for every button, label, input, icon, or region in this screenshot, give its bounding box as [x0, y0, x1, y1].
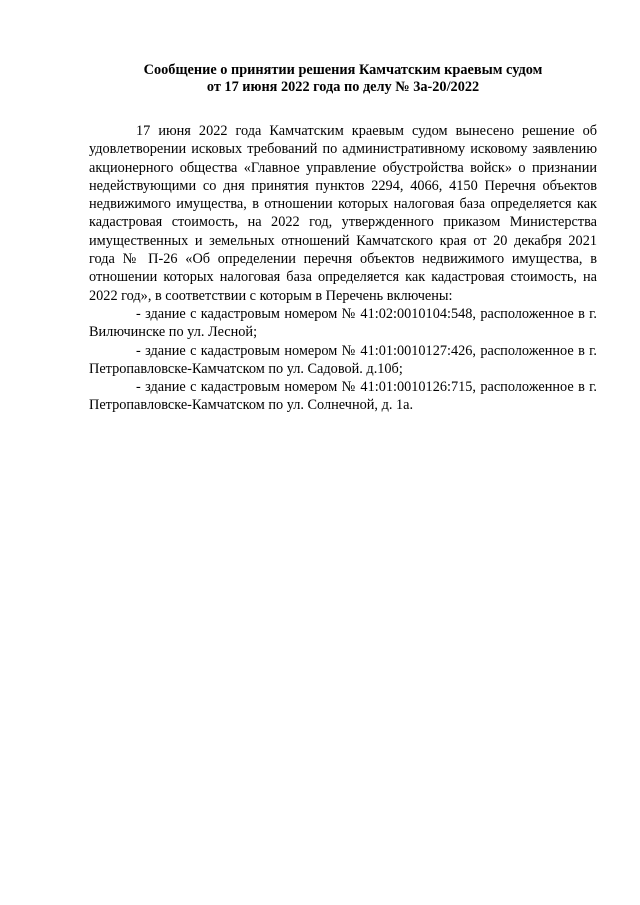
main-paragraph: 17 июня 2022 года Камчатским краевым судом вынесено решение об удовлетворении исковых требований по административному исковому заявлению акционерного общества «Главное управление обустройства войск» о признании недействующими со дня принятия пунктов 2294, 4066, 4150 Перечня объектов недвижимого имущества, в отношении которых налоговая база определяется как кадастровая стоимость, на 2022 год, утвержденного приказом Министерства имущественных и земельных отношений Камчатского края от 20 декабря 2021 года № П-26 «Об определении перечня объектов недвижимого имущества, в отношении которых налоговая база определяется как кадастровая стоимость, на 2022 год», в соответствии с которым в Перечень включены: — [89, 123, 597, 304]
document-body — [89, 122, 597, 415]
title-line-1: Сообщение о принятии решения Камчатским краевым судом — [143, 62, 543, 78]
document-page — [89, 62, 597, 415]
list-item: - здание с кадастровым номером № 41:01:0010126:715, расположенное в г. Петропавловске-Камчатском по ул. Солнечной, д. 1а. — [89, 379, 597, 414]
list-item: - здание с кадастровым номером № 41:02:0010104:548, расположенное в г. Вилючинске по ул. Лесной; — [89, 305, 597, 341]
title-line-2: от 17 июня 2022 года по делу № 3а-20/2022 — [206, 79, 480, 95]
list-item: - здание с кадастровым номером № 41:01:0010127:426, расположенное в г. Петропавловске-Камчатском по ул. Садовой. д.10б; — [89, 342, 597, 377]
document-title — [89, 62, 597, 96]
